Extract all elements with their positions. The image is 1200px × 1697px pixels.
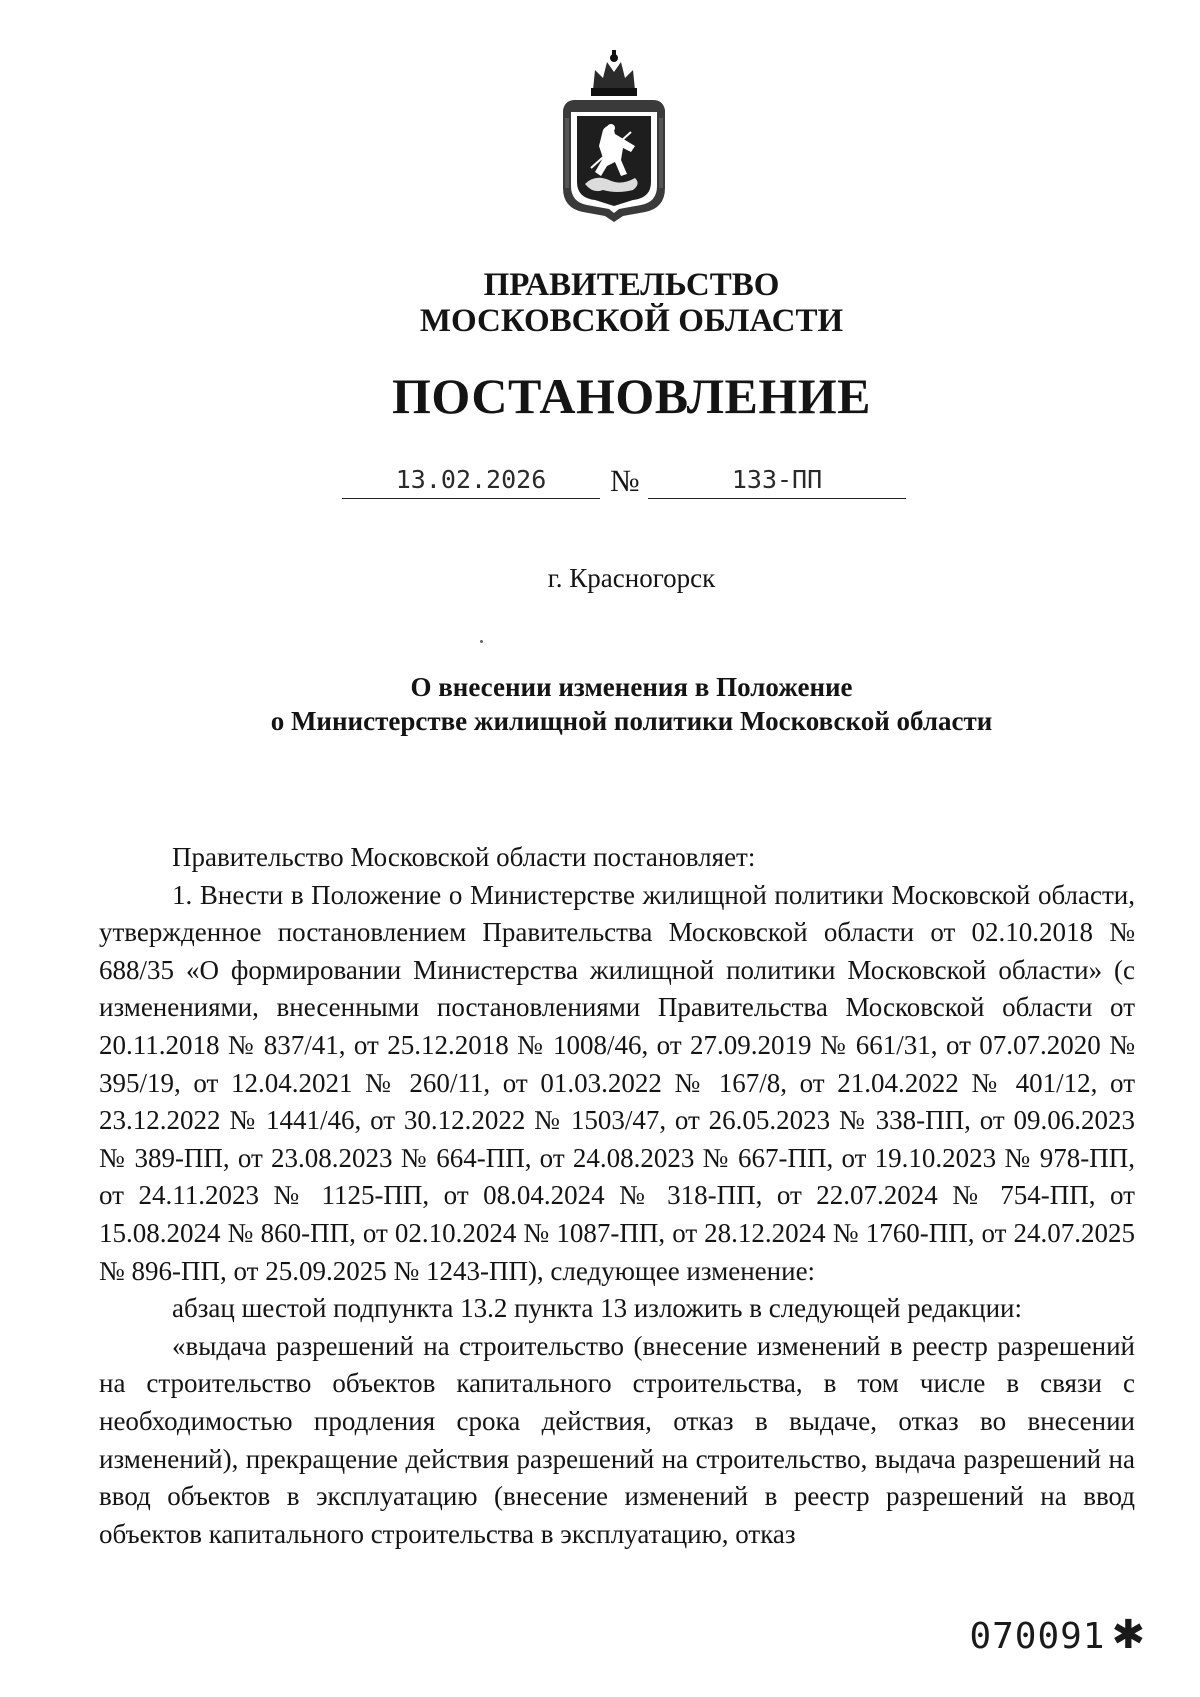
city-of-issue: г. Красногорск <box>547 563 716 593</box>
body-paragraph-new-wording: «выдача разрешений на строительство (внесение изменений в реестр разрешений на строительство объектов капитального строительства, в том числе в связи с необходимостью продления срока действия, отказ в выдаче, отказ во внесении изменений), прекращение действия разрешений на строительство, выдача разрешений на ввод объектов в эксплуатацию (внесение изменений в реестр разрешений на ввод объектов капитального строительства в эксплуатацию, отказ <box>99 1330 1135 1549</box>
subject-title-line-2: о Министерстве жилищной политики Московской области <box>270 706 993 736</box>
body-paragraph-item-1: 1. Внести в Положение о Министерстве жилищной политики Московской области, утвержденное постановлением Правительства Московской области от 02.10.2018 № 688/35 «О формировании Министерства жилищной политики Московской области» (с изменениями, внесенными постановлениями Правительства Московской области от 20.11.2018 № 837/41, от 25.12.2018 № 1008/46, от 27.09.2019 № 661/31, от 07.07.2020 № 395/19, от 12.04.2021 № 260/11, от 01.03.2022 № 167/8, от 21.04.2022 № 401/12, от 23.12.2022 № 1441/46, от 30.12.2022 № 1503/47, от 26.05.2023 № 338-ПП, от 09.06.2023 № 389-ПП, от 23.08.2023 № 664-ПП, от 24.08.2023 № 667-ПП, от 19.10.2023 № 978-ПП, от 24.11.2023 № 1125-ПП, от 08.04.2024 № 318-ПП, от 22.07.2024 № 754-ПП, от 15.08.2024 № 860-ПП, от 02.10.2024 № 1087-ПП, от 28.12.2024 № 1760-ПП, от 24.07.2025 № 896-ПП, от 25.09.2025 № 1243-ПП), следующее изменение: <box>99 879 1135 1286</box>
government-name-line-1: ПРАВИТЕЛЬСТВО <box>483 267 780 303</box>
document-type-title: ПОСТАНОВЛЕНИЕ <box>392 368 871 424</box>
body-paragraph-amendment-intro: абзац шестой подпункта 13.2 пункта 13 изложить в следующей редакции: <box>172 1293 1023 1324</box>
document-body <box>99 839 1135 1553</box>
requisites-line <box>0 462 1200 502</box>
stray-dot <box>480 640 483 643</box>
coat-of-arms-icon <box>555 48 673 223</box>
asterisk-mark-icon: ✱ <box>1111 1612 1146 1658</box>
subject-title-line-1: О внесении изменения в Положение <box>410 672 853 702</box>
government-name-line-2: МОСКОВСКОЙ ОБЛАСТИ <box>419 303 844 339</box>
number-sign: № <box>610 463 640 498</box>
body-paragraph-resolves: Правительство Московской области постановляет: <box>172 842 756 872</box>
serial-number-text: 070091 <box>969 1616 1106 1657</box>
document-date: 13.02.2026 <box>342 462 600 499</box>
form-serial-number <box>969 1613 1146 1659</box>
document-number: 133-ПП <box>648 462 906 499</box>
